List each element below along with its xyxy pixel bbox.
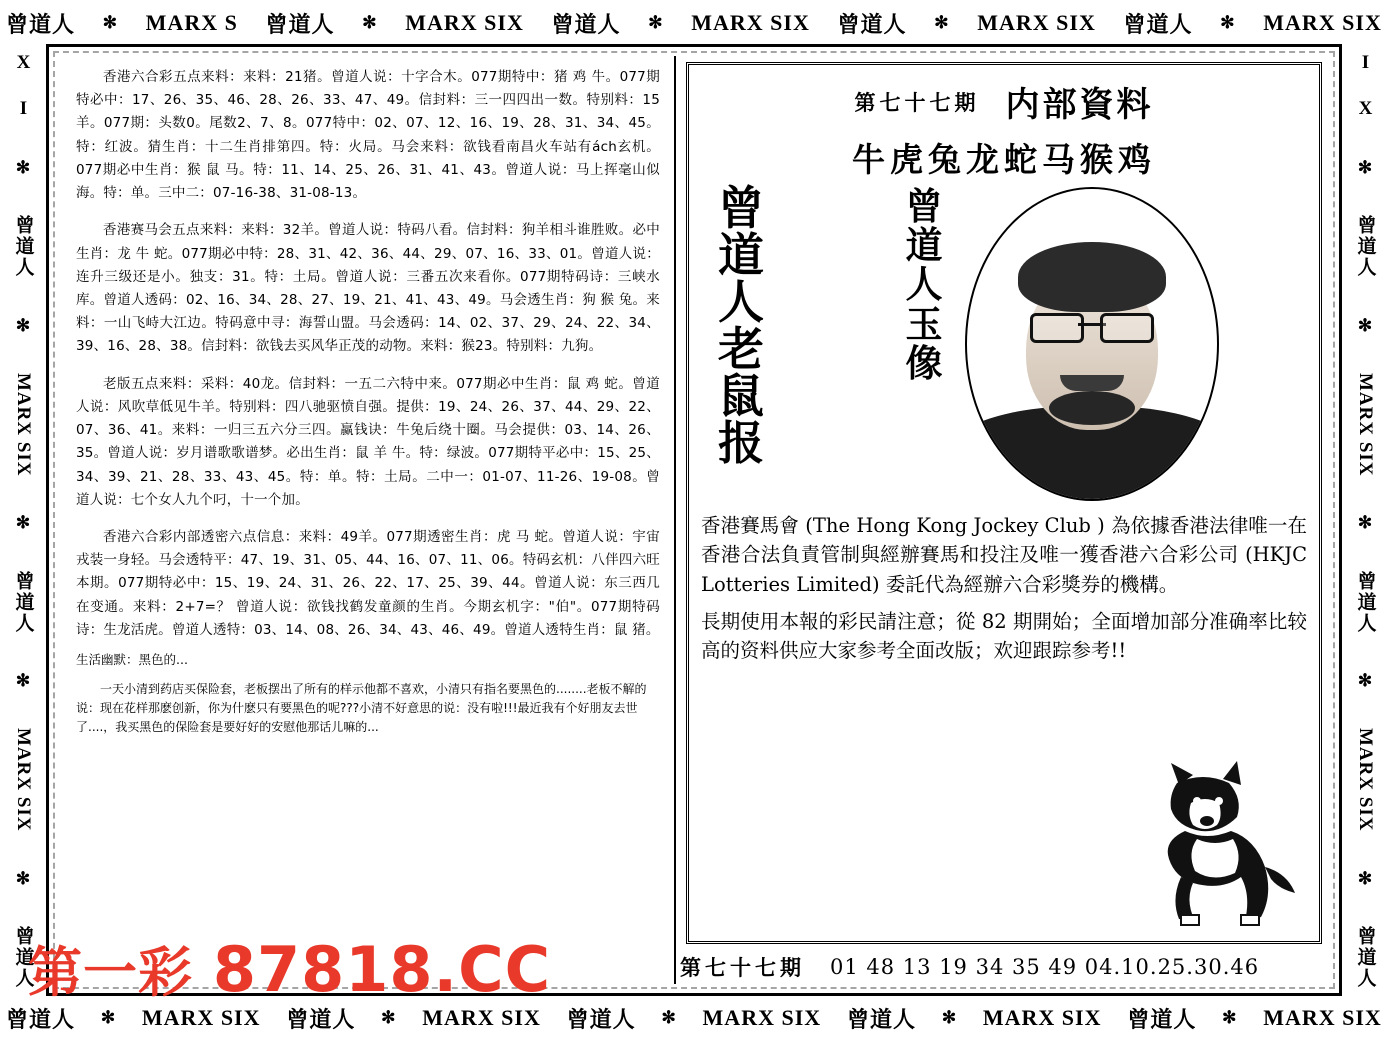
jockey-club-text: 香港賽馬會 (The Hong Kong Jockey Club ) 為依據香港法律唯一在香港合法負責管制與經辦賽馬和投注及唯一獲香港六合彩公司 (HKJC Lotteries Limited) 委託代為經辦六合彩獎券的機構。 <box>701 514 1307 596</box>
border-bottom-item: 曾道人 <box>1127 1006 1197 1032</box>
article-paragraph: 香港六合彩内部透密六点信息：来料：49羊。077期透密生肖：虎 马 蛇。曾道人说：宇宙戎装一身轻。马会透特平：47、19、31、05、44、16、07、11、06。特码玄机：八伴四六旺本期。077期特必中：15、19、24、31、26、22、17、25、39、44。曾道人说：东三西几在变通。来料：2+7=？ 曾道人说：欲钱找鹤发童颜的生肖。今期玄机字："伯"。077期特码诗：生龙活虎。曾道人透特：03、14、08、26、34、43、46、49。曾道人透特生肖：鼠 猪。 <box>76 528 660 638</box>
border-right-item: 曾道人 <box>1354 570 1376 634</box>
brand-number: 87818.CC <box>212 933 552 1006</box>
masthead-char: 老 <box>718 321 764 376</box>
border-bottom-item: 曾道人 <box>846 1006 916 1032</box>
border-top-item: 曾道人 <box>1123 11 1193 37</box>
border-bottom-item: 曾道人 <box>566 1006 636 1032</box>
border-left <box>0 46 46 995</box>
border-left-item: MARX SIX <box>13 728 34 832</box>
right-poster-column <box>676 56 1330 984</box>
star-icon: ✻ <box>100 1008 117 1027</box>
joke-title: 生活幽默：黑色的... <box>76 652 188 668</box>
star-icon: ✻ <box>661 1008 677 1027</box>
notice-text: 長期使用本報的彩民請注意；從 82 期開始；全面增加部分准确率比较高的资料供应大家参考全面改版；欢迎跟踪参考!! <box>701 609 1307 662</box>
border-left-item: MARX SIX <box>13 372 34 477</box>
star-icon: ✻ <box>15 315 31 335</box>
border-bottom-item: MARX SIX <box>702 1005 822 1030</box>
border-bottom-item: MARX SIX <box>1263 1005 1382 1030</box>
border-top <box>0 0 1388 46</box>
border-right-item: MARX SIX <box>1355 372 1376 477</box>
left-text-column <box>58 56 676 984</box>
masthead-char: 报 <box>718 415 764 470</box>
masthead-char: 人 <box>718 274 764 329</box>
hero-section <box>695 183 1313 501</box>
border-top-item: MARX SIX <box>1263 10 1382 35</box>
border-bottom-item: MARX SIX <box>422 1005 541 1030</box>
article-paragraph: 香港赛马会五点来料：来料：32羊。曾道人说：特码八看。信封料：狗羊相斗谁胜败。必中生肖：龙 牛 蛇。077期必中特：28、31、42、36、44、29、07、16、33、01。曾道人说：连升三级还是小。独支：31。特：土局。曾道人说：三番五次来看你。077期特码诗：三峡水库。曾道人透码：02、16、34、28、27、19、21、41、43、49。马会透生肖：狗 猴 兔。来料：一山飞峙大江边。特码意中寻：海誓山盟。马会透码：14、02、37、29、24、22、34、39、16、28、38。信封料：欲钱去买风华正茂的动物。来料：猴23。特别料：九狗。 <box>76 222 660 355</box>
issue-header <box>695 77 1313 126</box>
border-bottom-item: 曾道人 <box>6 1006 76 1032</box>
border-bottom-item: MARX SIX <box>141 1005 261 1030</box>
portrait-photo <box>965 187 1219 501</box>
masthead-char: 鼠 <box>718 368 764 423</box>
border-left-item: 曾道人 <box>12 925 34 989</box>
vertical-masthead <box>695 183 787 501</box>
poster-frame <box>686 62 1322 944</box>
star-icon: ✻ <box>1220 13 1236 32</box>
star-icon: ✻ <box>362 13 378 32</box>
star-icon: ✻ <box>1357 315 1373 335</box>
star-icon: ✻ <box>1357 158 1373 178</box>
star-icon: ✻ <box>15 670 31 690</box>
article-paragraph: 老版五点来料：采料：40龙。信封料：一五二六特中来。077期必中生肖：鼠 鸡 蛇。曾道人说：风吹草低见牛羊。特别料：四八驰驱愤自强。提供：19、24、26、37、44、29、22、07、36、41。来料：一归三五六分三四。赢钱诀：牛兔后绕十圈。马会提供：03、14、26、35。曾道人说：岁月谱歌歌谱梦。必出生肖：鼠 羊 牛。特：绿波。077期特平必中：15、25、34、39、21、28、33、43、45。特：单。特：土局。二中一：01-07、11-26、19-08。曾道人说：七个女人九个叼，十一个加。 <box>76 375 660 508</box>
border-top-item: 曾道人 <box>6 11 76 37</box>
issue-title: 内部資料 <box>1005 85 1154 125</box>
border-top-item: MARX S <box>145 10 238 35</box>
border-bottom-item: MARX SIX <box>982 1005 1102 1030</box>
masthead-char: 道 <box>718 227 764 282</box>
star-icon: ✻ <box>941 1008 958 1027</box>
portrait-caption <box>889 187 959 501</box>
watermark-brand <box>28 930 551 1007</box>
star-icon: ✻ <box>102 13 118 32</box>
star-icon: ✻ <box>1357 868 1373 888</box>
masthead-char: 曾 <box>718 181 764 235</box>
border-left-item: X I <box>13 52 34 121</box>
star-icon: ✻ <box>15 158 31 178</box>
border-top-item: MARX SIX <box>691 10 810 35</box>
border-left-item: 曾道人 <box>12 570 34 634</box>
caption-char: 人 <box>905 263 943 307</box>
issue-bottom-label: 第七十七期 <box>680 956 805 980</box>
border-left-item: 曾道人 <box>12 215 34 279</box>
star-icon: ✻ <box>1357 670 1373 690</box>
caption-char: 道 <box>905 224 943 268</box>
content-area <box>58 56 1330 984</box>
zodiac-line: 牛虎兔龙蛇马猴鸡 <box>852 140 1156 179</box>
star-icon: ✻ <box>15 868 31 888</box>
joke-text: 一天小清到药店买保险套，老板摆出了所有的样示他都不喜欢，小清只有指名要黑色的........老板不解的说：现在花样那麽创新，你为什麽只有要黑色的呢???小清不好意思的说：没有啦!!!最近我有个好朋友去世了....，我买黑色的保险套是要好好的安慰他那话儿嘛的... <box>76 682 647 735</box>
border-top-item: 曾道人 <box>837 11 907 37</box>
star-icon: ✻ <box>15 513 31 533</box>
portrait-area <box>795 183 1313 501</box>
caption-char: 像 <box>905 341 943 385</box>
lottery-numbers: 01 48 13 19 34 35 49 04.10.25.30.46 <box>830 955 1260 979</box>
star-icon: ✻ <box>1357 513 1373 533</box>
caption-char: 曾 <box>905 185 943 228</box>
issue-label: 第七十七期 <box>854 90 980 115</box>
border-right-item: 曾道人 <box>1354 215 1376 279</box>
star-icon: ✻ <box>934 13 950 32</box>
caption-char: 玉 <box>905 302 943 346</box>
star-icon: ✻ <box>648 13 664 32</box>
border-top-item: MARX SIX <box>405 10 524 35</box>
border-right-item: I X <box>1355 52 1376 121</box>
border-right-item: 曾道人 <box>1354 925 1376 989</box>
border-top-item: MARX SIX <box>977 10 1096 35</box>
border-right <box>1342 46 1388 995</box>
border-bottom-item: 曾道人 <box>286 1006 356 1032</box>
dog-illustration <box>1119 755 1309 935</box>
star-icon: ✻ <box>381 1008 397 1027</box>
border-top-item: 曾道人 <box>551 11 621 37</box>
border-top-item: 曾道人 <box>265 11 335 37</box>
brand-text: 第一彩 <box>28 941 193 1004</box>
star-icon: ✻ <box>1222 1008 1238 1027</box>
border-right-item: MARX SIX <box>1355 728 1376 832</box>
article-paragraph: 香港六合彩五点来料：来料：21猪。曾道人说：十字合木。077期特中：猪 鸡 牛。077期特必中：17、26、35、46、28、26、33、47、49。信封料：三一四四出一数。特别料：15羊。077期：头数0。尾数2、7、8。077特中：02、07、12、16、19、28、31、34、45。特：红波。猜生肖：十二生肖排第四。特：火局。马会来料：欲钱看南昌火车站有ách玄机。077期必中生肖：猴 鼠 马。特：11、14、25、26、31、41、43。曾道人说：马上挥毫山似海。特：单。三中二：07-16-38、31-08-13。 <box>76 69 660 202</box>
